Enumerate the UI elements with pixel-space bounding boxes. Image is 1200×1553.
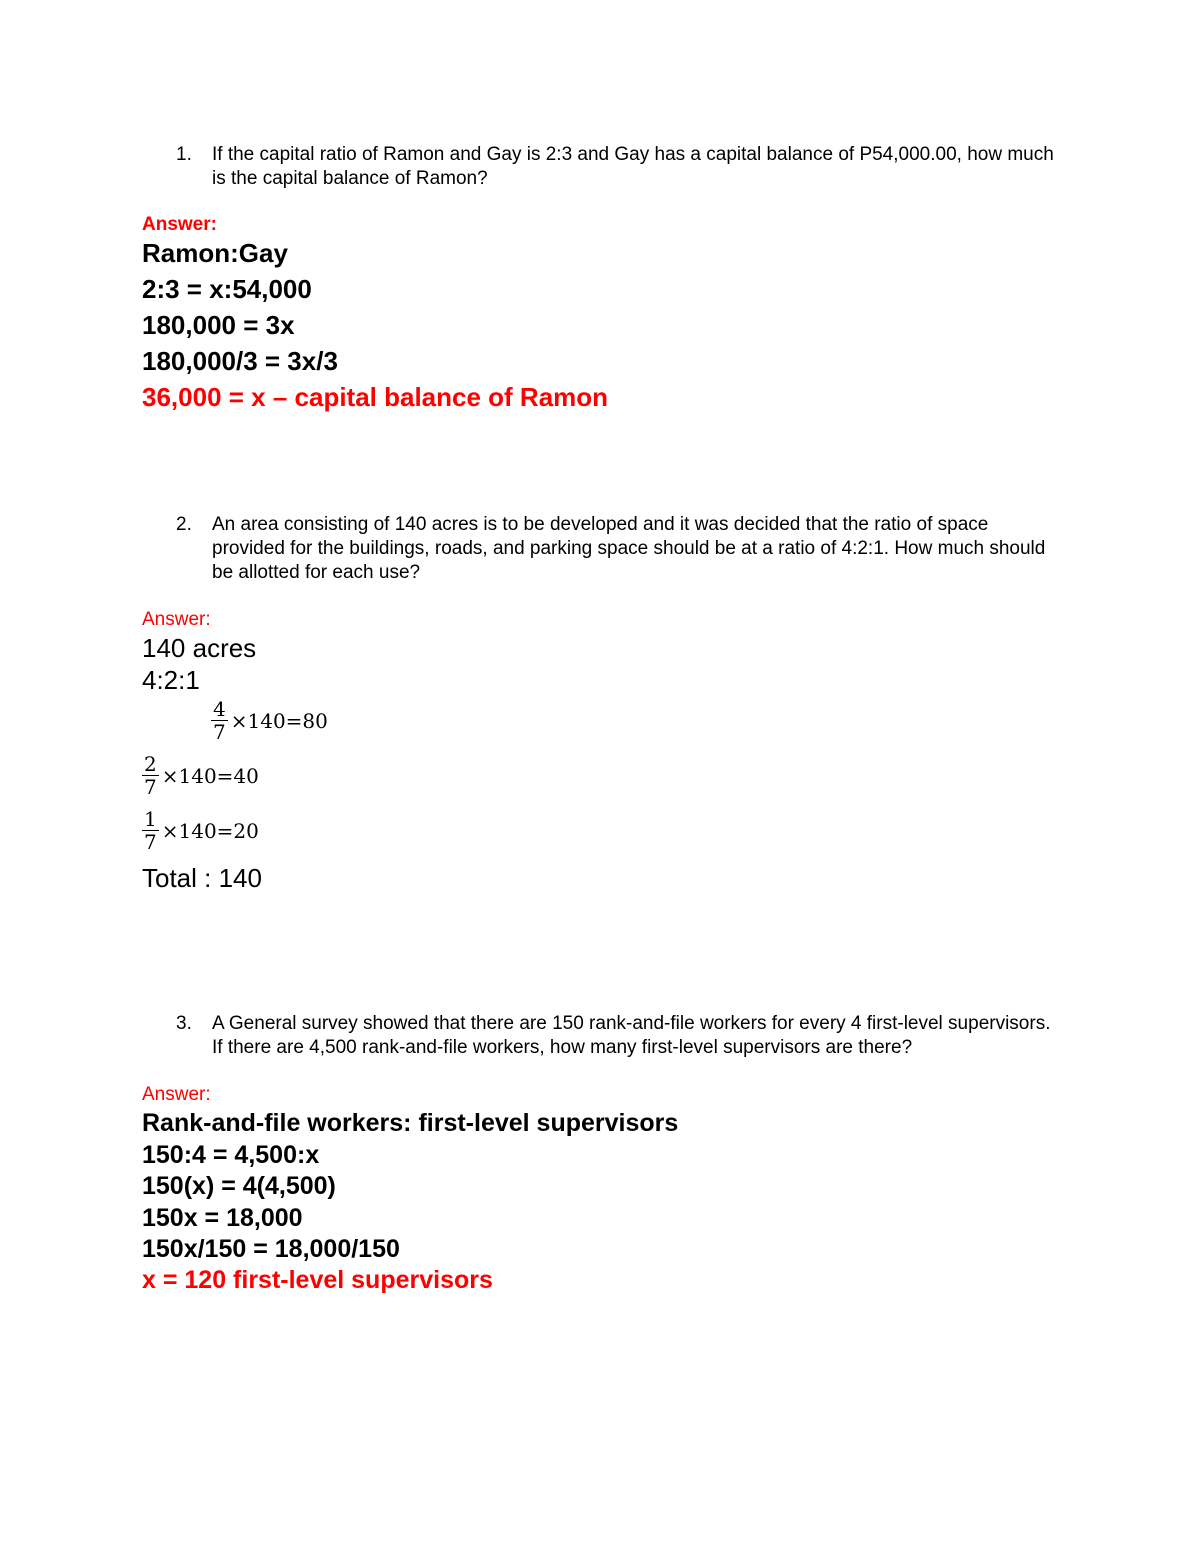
answer-label-3: Answer: [142, 1084, 211, 1105]
question-2 [142, 513, 1062, 585]
question-1-number: 1. [176, 144, 192, 165]
question-1-text: If the capital ratio of Ramon and Gay is 2:3 and Gay has a capital balance of P54,000.00, how much is the capital balance of Ramon? [212, 144, 1054, 189]
question-2-text: An area consisting of 140 acres is to be developed and it was decided that the ratio of space provided for the buildings, roads, and parking space should be at a ratio of 4:2:1. How much should be allotted for each use? [212, 514, 1046, 583]
question-3-number: 3. [176, 1013, 192, 1034]
q1-line-2: 2:3 = x:54,000 [142, 274, 312, 304]
q3-line-5: 150x/150 = 18,000/150 [142, 1235, 400, 1263]
q1-line-1: Ramon:Gay [142, 238, 288, 268]
q1-line-3: 180,000 = 3x [142, 310, 295, 340]
fraction-row-1 [211, 698, 328, 743]
q1-result: 36,000 = x – capital balance of Ramon [142, 382, 609, 412]
fraction-1-expression: ×140=80 [230, 708, 328, 733]
q3-line-1: Rank-and-file workers: first-level supervisors [142, 1109, 679, 1137]
fraction-1 [211, 698, 228, 743]
fraction-2 [142, 753, 159, 798]
question-1 [142, 143, 1062, 191]
fraction-3-numerator: 1 [144, 807, 157, 831]
q1-line-4: 180,000/3 = 3x/3 [142, 346, 338, 376]
answer-label-2: Answer: [142, 609, 211, 630]
fraction-2-expression: ×140=40 [161, 763, 259, 788]
fraction-row-3 [142, 808, 259, 853]
q2-line-2: 4:2:1 [142, 665, 200, 695]
answer-label-1: Answer: [142, 214, 217, 235]
question-3-text: A General survey showed that there are 150 rank-and-file workers for every 4 first-level supervisors. If there are 4,500 rank-and-file workers, how many first-level supervisors are there? [212, 1013, 1051, 1058]
question-3 [142, 1012, 1062, 1060]
q3-line-4: 150x = 18,000 [142, 1204, 303, 1232]
q3-result: x = 120 first-level supervisors [142, 1266, 493, 1294]
q2-total: Total : 140 [142, 863, 262, 893]
question-2-number: 2. [176, 514, 192, 535]
fraction-2-denominator: 7 [144, 775, 157, 799]
q3-line-3: 150(x) = 4(4,500) [142, 1172, 336, 1200]
q3-line-2: 150:4 = 4,500:x [142, 1141, 320, 1169]
fraction-3 [142, 808, 159, 853]
fraction-3-denominator: 7 [144, 830, 157, 854]
fraction-1-denominator: 7 [213, 720, 226, 744]
fraction-1-numerator: 4 [213, 697, 226, 721]
fraction-2-numerator: 2 [144, 752, 157, 776]
q2-line-1: 140 acres [142, 633, 257, 663]
fraction-3-expression: ×140=20 [161, 818, 259, 843]
fraction-row-2 [142, 753, 259, 798]
